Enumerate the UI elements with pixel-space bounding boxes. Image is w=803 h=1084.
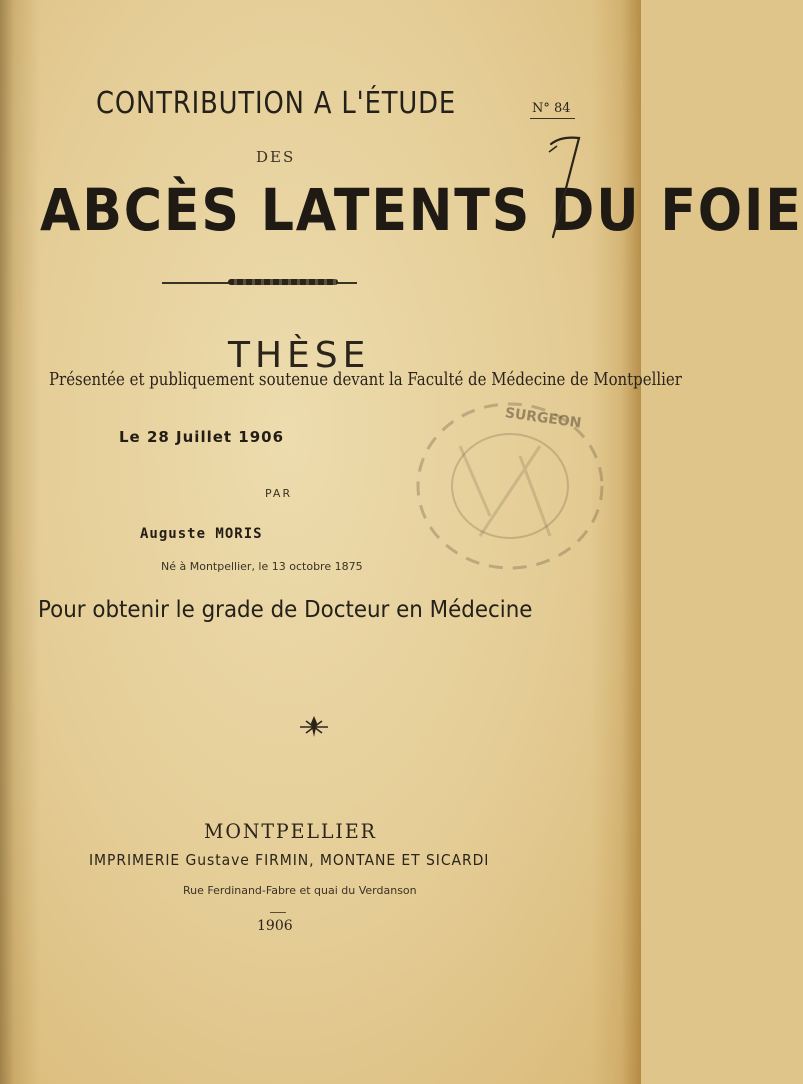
imprint-printer: IMPRIMERIE Gustave FIRMIN, MONTANE ET SICARDI xyxy=(89,851,490,869)
main-title: ABCÈS LATENTS DU FOIE xyxy=(40,176,803,244)
presentation-line: Présentée et publiquement soutenue devant la Faculté de Médecine de Montpellier xyxy=(49,369,682,390)
handwritten-seven-icon xyxy=(545,132,585,242)
these-heading: THÈSE xyxy=(228,335,371,376)
par-word: PAR xyxy=(265,487,293,500)
catalogue-underline xyxy=(530,118,575,119)
stamp-text: SURGEON xyxy=(503,405,583,432)
contribution-line: CONTRIBUTION A L'ÉTUDE xyxy=(96,86,457,121)
catalogue-number: N° 84 xyxy=(532,101,571,116)
title-rule-ornament xyxy=(228,279,338,285)
year-dash xyxy=(270,912,286,913)
author-birth: Né à Montpellier, le 13 octobre 1875 xyxy=(161,560,363,573)
degree-line: Pour obtenir le grade de Docteur en Médecine xyxy=(38,597,533,623)
imprint-city: MONTPELLIER xyxy=(204,819,377,843)
imprint-address: Rue Ferdinand-Fabre et quai du Verdanson xyxy=(183,884,417,897)
imprint-year: 1906 xyxy=(257,918,293,934)
des-word: DES xyxy=(256,148,296,166)
author-name: Auguste MORIS xyxy=(140,526,263,542)
defense-date: Le 28 Juillet 1906 xyxy=(119,428,285,446)
printer-ornament-icon xyxy=(300,713,328,741)
